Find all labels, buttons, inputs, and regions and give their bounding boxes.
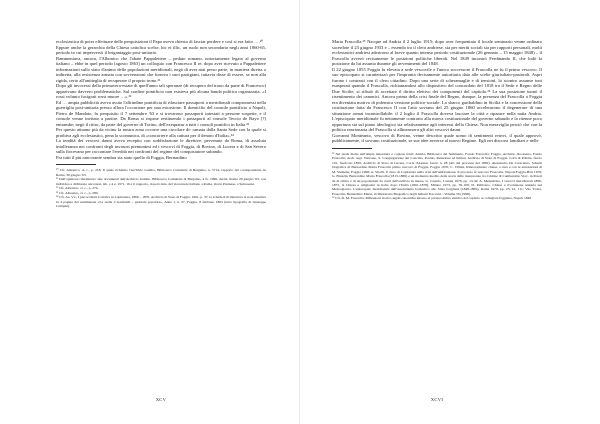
footnote: ²⁶ Cfr. D. M. Frascolla, Riflessioni storico-legali canoniche intorno al preteso diritto elettivo del capitolo re collegiata foggiana, Napoli 1846 <box>332 196 532 201</box>
footnote: ²⁵ Sul quale molte nell'ampia letteratura e copiose fonti: Andria, Biblioteca del Seminario, Fondo Frascolla; Foggia, Archivio diocesano, Fondo Frascolla; Arch. segr. Vaticano, S. Congregazione del Concilio, Positio, Relazione ad limina; Archivio di Stato di Foggia, Corti di Polizia, fascio 191, fascicolo 1856, Archivio di Stato di Lucera, Corte d'Assise; fascio n. 28 (atti del processo del 1862). Alessandro De Crescenzo, Scheda biografica di Bernardino Maria Frascolla primo vescovo di Foggia, Foggia 1970; C. Villani, Rinnovamento chiesa, a cura e con le annotazioni di M. Siemens, Foggia 1968; A. Vitelli, Il clero di Capitanata nella crisi dell'unificazione. Il processo al vescovo Frascolla, Napoli-Foggia-Bari 1979; G. Bruschi, Bernardino Maria Frascolla (1813-1869) e un momento inedito della storia delle interpretate tra Cristine di Cambezabio Vecc. in Poteri da di amico e di un popolazioni da conti dell'archivio in massa, G. Castelo, I sanna 1976, pp. 13-42; A. Menestrina, I vescovi meridionali 1860-1875, la Chiesa e religiosità in Italia dopo l'Unità (1861-1878), Milano 1973, pp. 59-109; D. Pellicano, Chiesa e rivoluzione unitaria nel Mezzogiorno. L'episcopato meridionale dall'assolutismo borbonico allo Stato borghese (1848-1865), Roma 1979, pp. 25, 91, 111; Vito Trotta, Frascolla, Bernardino Maria, in Dizionario Biografico degli Italiani Treccani – Volume 50 (1998). <box>332 151 542 196</box>
footnote-separator <box>332 148 372 149</box>
paragraph: ecclesiastica di poter effettuare delle perquisizioni il Papa aveva chiesto di lasciar perdere e così si era fatto ….²⁰ <box>56 39 264 44</box>
paragraph: Maria Frascolla.²⁵ Nacque ad Andria il 2 luglio 1915; dopo aver frequentato il locale seminario venne ordinato sacerdote il 23 giugno 1933 e – essendo tra il clero andriese, sia per meriti sociali sia per rapporti personali, molti ecclesiastici andriesi aderirono al breve quanto intenso periodo costituzionale (26 gennaio – 15 maggio 1848) – il Frascolla avverò recisamente le posizioni politiche liberali. Nel 1849 incontrò Ferdinando II, che lodò la posizione da lui assunta durante gli avvenimenti del 1848. <box>332 39 542 67</box>
left-text-column <box>56 39 266 208</box>
paragraph: Dopo gli invocessi della primavera-estate di quell'anno tali speranze (di recupero del trono da parte di Francesco) apparivano davvero problematiche. Sul confine pontificio non esisteva più alcuna banda politica organizzata. «I rossi volunto fucigrati rossi muore …».²² <box>56 83 266 100</box>
paragraph: Ed … ampia pubblicità aveva avuto l'allrindine pontificia di rilasciare passaporti a meridionali compromessi nella guerriglia post-unitaria presso allora l'occasione per una estorsione. Il domicilio del console pontificio a Napoli, Pietro de Mandato, fu perquisito il 7 settembre '63 e si trovarono passaporti intestati a persone sospette, e il console venne invitato a partire. Da Roma si rispose restituendo i passaporti al console Teccio de Rayo [?] entrambe; negò il ritiro, da parte del governo di Torino, dell'exequatur a tutti i consoli pontifici in Italia.²³ <box>56 99 266 127</box>
paragraph: Giovanni Monteanto, vescovo di Bovino, venne descritto quale uomo di sentimenti retrivi, il quale approvò, pubblicamente, il sovrano costituzionale, se sue idee avverse al nuovo Regime. Egli nei discorsi familiari e nelle <box>332 132 542 144</box>
right-footnotes <box>332 152 542 201</box>
footnote: ²⁰ Cfr. Albonico, ci. c., p. 218; Il quale richiama l'Archivio Gambo, Biblioteca Comunale di Bergamo, n. 5714, rapporto del corrispondente da Roma, 30 giugno '63. <box>56 168 266 177</box>
right-page <box>300 0 600 424</box>
footnote: ²⁴ Cfr. Aa. Vv., I parrocchiali Cattolici in Capitanata, 1860 – 1870, Archivio di Stato di Foggia, 1961, p. 37; la scheda 616 illustrava la nota ansutiva in 4 pagina del settimanale «La stella d Garibaldi – giornale popolare», Anno I, n. 37, Foggia, 8 febbraio 1863 (tutta tipografia di Giuseppe Campitè). <box>56 195 266 208</box>
footnote-separator <box>56 164 96 165</box>
left-body-text <box>56 39 266 160</box>
paragraph: Fra tutti il più rancorante sembra sia stato quello di Foggia, Bernardino <box>56 154 187 160</box>
footnote: ²¹ Dell'opinione riferimento: due documenti dell'Archivio Gambo, Biblioteca Comunale di Bergamo, 4 fs. 1996, decisi. Roma 29 giugno '63, con individuo a dichiarato ancorarsi, lab. c.4 e. 1971, 16 e il rapporto, in però data, del viaconsole italiano a Roma, Oscar Pasinese, a Spinosenz. <box>56 177 266 186</box>
paragraph: Per questo attuano più da vicino la nostra zona occorre una circolare di- ramata dalla Santa Sede con la quale si proibiva agli ecclesiastici, pena la scomunica, di «concorrere alla cattura per il denaro d'Italia».²⁴ <box>56 127 266 138</box>
page-number: XCVI <box>430 397 444 402</box>
footnote: ²³ Cfr. Albonico, ci. c., p. 280. <box>56 190 99 195</box>
page-number: XCV <box>155 397 167 402</box>
footnote: ²² Cfr. Albonico, ci. c., p. 274. <box>56 186 99 191</box>
right-text-column <box>332 39 542 201</box>
left-footnotes <box>56 168 266 208</box>
paragraph: La tendità dei vescovi dauni aveva recepito con soddisfazione le direttive, pervenute da Roma, di assoluta intolleranza nei confronti degli invasori piemontesi ed i vescovi di Foggia, di Bovino, di Lucera e di San Severo sulla fiocevano per raccontare l'eredità nei confronti del regime del conquistatore subando. <box>56 138 266 155</box>
paragraph: Il 22 giugno 1855 Foggia fu elevata a sede vescovile e l'unico successore il Frascolla ne fu il primo vescovo. Il suo episcopato si caratterizzò per l'impronta decisamente autoritaria data alle scelte giurisdizio-pastorali. Aspri furono i contrasti con il clero cittadino. Dopo una serie di scheramaglie e di tensioni, lo scontro assunse toni esasperati quando il Frascolla, richiamandosi allo dispositivo del concordato del 1818 tra il Sede e Regno delle Due Sicilie, si rifiutò di accettare il diritto elettivo dei componenti del capitolo.²⁶ La sua posizione tuonò il risentimento dei canonici. Ancora prima della crisi finale del Regno, dunque, la presenza del Frascolla a Foggia era diventata motivo di polemica versione politico-sociale. Lo sbarco garibaldino in Sicilia e la concessione della costituzione fatta da Francesco II con l'atto sovrano del 25 giugno 1860 accelerarono il degenerare di una situazione ormai incontrollabile: il 2 luglio il Frascolla doveva lasciare la città e riparare nella natìa Andria. L'episcopato meridionale fu nettamente contrario alla nuova costituzionale del governo sabaudo e la ritenne poco opportuna sia sul piano ideologico sia relativamente agli interessi della Chiesa. Non meraviglia perciò che con la politica reazionaria del Frascolla si allineassero gli altri vescovi dauni. <box>332 66 542 133</box>
paragraph: Eppure anche la gerarchia della Chiesa cattolica scelse, hic et illic, un ruolo non secondario negli anni 1860-65, periodo in cui imperversò il brigantaggio post-unitario. <box>56 44 266 56</box>
paragraph: Rammentava, ancora, l'Albonico che l'abate Pappalettere – pedato romano, notoriamente legato al governo italiano – ebbe in quel periodo [agosto 1863] un colloquio con Francesco II re, dopo aver ricevuto a Pappalettere informazioni sullo stato d'animo delle popolazioni meridionali, negò di aver mai preso parte, in maniera diretta o indiretta, alla resistenza armata con sovvenzioni che forniva i suoi partigiani, tuttavia disse di essere, se non alla rigida, certo all'antiteglia di recuperare il proprio trono.²¹ <box>56 55 266 83</box>
right-body-text <box>332 39 542 144</box>
